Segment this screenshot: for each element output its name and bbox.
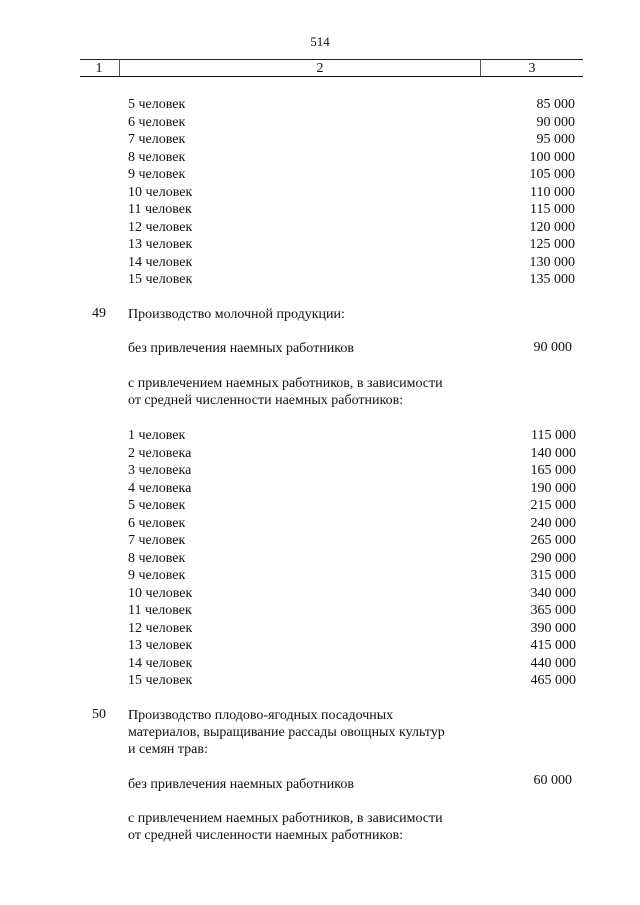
list-item-label: 14 человек [128,655,193,671]
list-item-label: 8 человек [128,550,186,566]
list-item-value: 100 000 [529,149,575,165]
item-49-labels [128,427,192,690]
list-item-value: 315 000 [530,568,576,583]
list-item-value: 390 000 [530,620,576,636]
item-50-title-line-3: и семян трав: [128,742,208,757]
list-item-label: 14 человек [128,254,193,270]
list-item-value: 190 000 [530,480,576,496]
list-item-value: 110 000 [530,184,575,200]
item-49-values [456,427,576,690]
list-item-label: 6 человек [128,114,186,130]
block-a-values [455,96,575,289]
list-item-value: 165 000 [530,463,576,478]
header-col-1: 1 [95,61,103,76]
item-49-number: 49 [92,306,106,321]
list-item-label: 11 человек [128,202,192,217]
list-item-label: 12 человек [128,620,193,636]
item-49-hire-line-2: от средней численности наемных работников: [128,393,404,408]
list-item-value: 115 000 [530,202,575,217]
list-item-value: 365 000 [530,603,576,618]
list-item-value: 265 000 [530,533,576,548]
list-item-label: 2 человека [128,445,192,461]
item-50-hire-line-1: с привлечением наемных работников, в зависимости [128,811,443,826]
list-item-label: 15 человек [128,272,193,287]
item-49-title: Производство молочной продукции: [128,307,345,322]
list-item-value: 140 000 [530,445,576,461]
list-item-label: 4 человека [128,480,192,496]
list-item-value: 465 000 [530,673,576,688]
item-49-no-hire-value: 90 000 [533,340,572,355]
block-a-labels [128,96,192,289]
list-item-label: 10 человек [128,585,193,601]
list-item-value: 105 000 [529,167,575,182]
list-item-label: 12 человек [128,219,193,235]
list-item-label: 15 человек [128,673,193,688]
list-item-label: 10 человек [128,184,193,200]
list-item-value: 85 000 [536,97,575,112]
item-50-title-line-1: Производство плодово-ягодных посадочных [128,708,394,723]
list-item-label: 5 человек [128,97,186,112]
list-item-label: 13 человек [128,638,193,653]
list-item-value: 90 000 [536,114,575,130]
list-item-value: 290 000 [530,550,576,566]
item-50-title-line-2: материалов, выращивание рассады овощных культур [128,725,445,740]
list-item-label: 9 человек [128,568,186,583]
list-item-value: 215 000 [530,498,576,513]
item-50-number: 50 [92,707,106,722]
item-50-hire-line-2: от средней численности наемных работников: [128,828,404,843]
table-header-row [80,59,583,77]
list-item-label: 7 человек [128,533,186,548]
list-item-label: 8 человек [128,149,186,165]
list-item-value: 240 000 [530,515,576,531]
list-item-label: 9 человек [128,167,186,182]
item-49-no-hire-label: без привлечения наемных работников [128,341,354,356]
list-item-value: 440 000 [530,655,576,671]
list-item-label: 11 человек [128,603,192,618]
list-item-label: 1 человек [128,428,186,443]
page-number: 514 [310,34,330,49]
list-item-label: 7 человек [128,132,186,147]
item-49-hire-line-1: с привлечением наемных работников, в зависимости [128,376,443,391]
header-col-3: 3 [528,61,536,76]
list-item-value: 415 000 [530,638,576,653]
list-item-label: 13 человек [128,237,193,252]
list-item-value: 95 000 [536,132,575,147]
list-item-label: 5 человек [128,498,186,513]
list-item-value: 115 000 [531,428,576,443]
item-50-no-hire-label: без привлечения наемных работников [128,777,354,792]
header-col-2: 2 [316,61,324,76]
list-item-value: 130 000 [529,254,575,270]
list-item-label: 6 человек [128,515,186,531]
list-item-value: 135 000 [529,272,575,287]
list-item-value: 125 000 [529,237,575,252]
list-item-value: 120 000 [529,219,575,235]
list-item-label: 3 человека [128,463,192,478]
item-50-no-hire-value: 60 000 [533,773,572,788]
list-item-value: 340 000 [530,585,576,601]
